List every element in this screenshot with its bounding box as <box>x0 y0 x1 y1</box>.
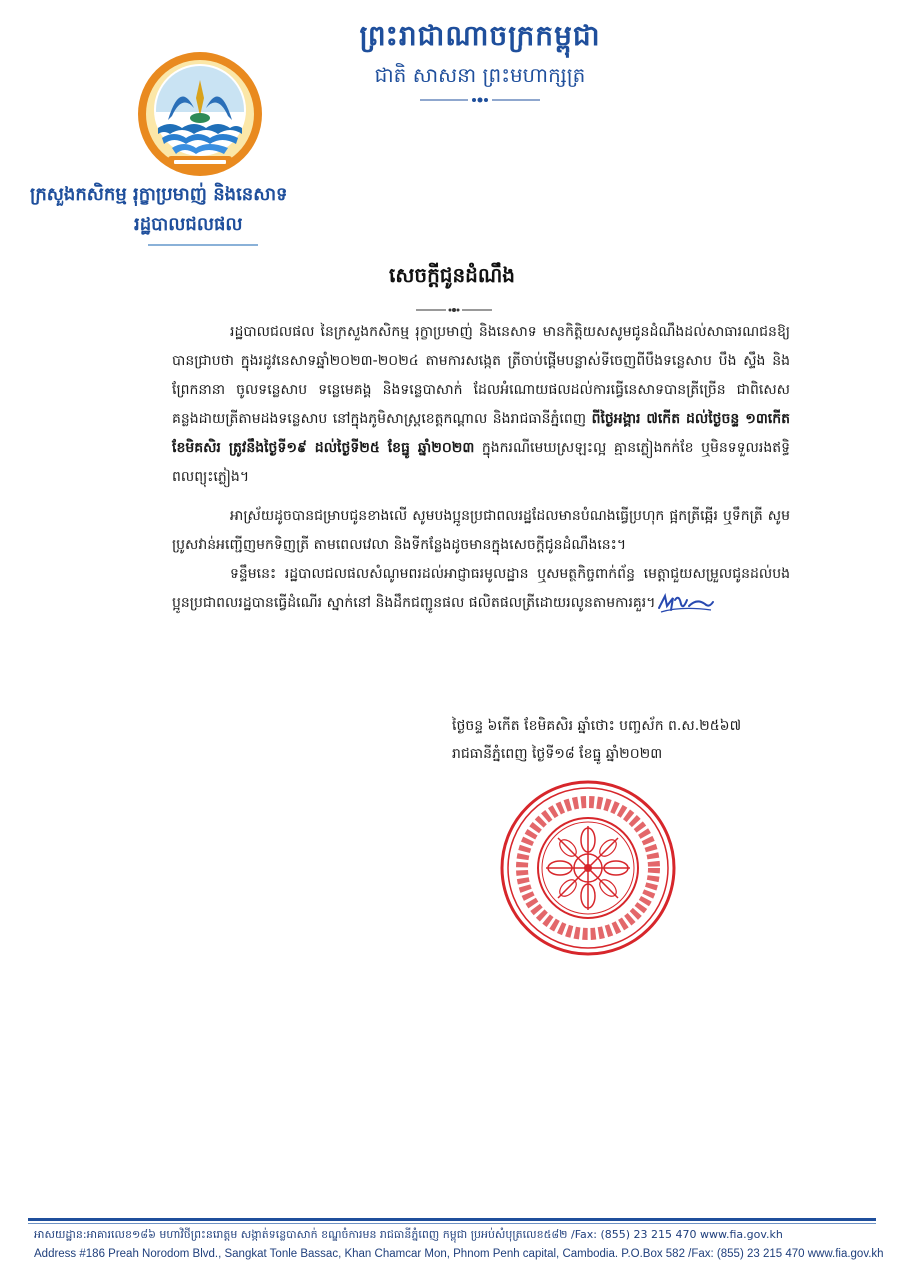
fisheries-administration-emblem-icon <box>136 50 264 178</box>
ministry-name: ក្រសួងកសិកម្ម រុក្ខាប្រមាញ់ និងនេសាទ <box>30 184 288 205</box>
document-title: សេចក្ដីជូនដំណឹង <box>389 263 515 287</box>
notice-paragraph-3 <box>172 560 790 618</box>
footer-divider-thin <box>28 1223 876 1224</box>
title-ornament-icon <box>416 306 492 314</box>
footer-address-khmer: អាសយដ្ឋាន:អាគារលេខ១៨៦ មហាវិថីព្រះនរោត្តម សង្កាត់ទន្លេបាសាក់ ខណ្ឌចំការមន រាជធានីភ្នំពេញ កម្ពុជា ប្រអប់សំបុត្រលេខ៥៨២ /Fax: (855) 23 215 470 www.fia.gov.kh <box>34 1228 783 1241</box>
footer-divider <box>28 1218 876 1221</box>
notice-body <box>172 318 790 618</box>
ministry-divider <box>148 244 258 246</box>
ministry-header <box>30 180 390 240</box>
administration-name: រដ្ឋបាលជលផល <box>134 214 243 235</box>
notice-paragraph-2: អាស្រ័យដូចបានជម្រាបជូនខាងលើ សូមបងប្អូនប្រជាពលរដ្ឋដែលមានបំណងធ្វើប្រហុក ផ្អកត្រីឆ្អើរ ឬទឹកត្រី សូមប្រូសវាន់អញ្ជើញមកទិញត្រី តាមពេលវេលា និងទីកន្លែងដូចមានក្នុងសេចក្ដីជូនដំណឹងនេះ។ <box>172 508 790 553</box>
handwritten-initials-icon <box>657 592 715 614</box>
paragraph-1-text-end: ក្នុងករណីមេឃស្រឡះល្អ គ្មានភ្លៀងកក់ខែ ឬមិនទទួលរងឥទ្ធិពលព្យុះភ្លៀង។ <box>172 440 790 485</box>
official-red-seal-icon <box>498 778 678 958</box>
paragraph-3-text: ទន្ទឹមនេះ រដ្ឋបាលជលផលសំណូមពរដល់អាជ្ញាធរមូលដ្ឋាន ឬសមត្ថកិច្ចពាក់ព័ន្ធ មេត្តាជួយសម្រួលជូនដល់បងប្អូនប្រជាពលរដ្ឋបានធ្វើដំណើរ ស្នាក់នៅ និងដឹកជញ្ជូនផល ផលិតផលត្រីដោយរលូនតាមការគួរ។ <box>172 566 790 611</box>
kingdom-title: ព្រះរាជាណាចក្រកម្ពុជា <box>359 19 601 52</box>
footer-address-english: Address #186 Preah Norodom Blvd., Sangkat Tonle Bassac, Khan Chamcar Mon, Phnom Penh capital, Cambodia. P.O.Box 582 /Fax: (855) 23 215 470 www.fia.gov.kh <box>34 1248 884 1260</box>
motto-ornament-icon <box>420 96 540 104</box>
paragraph-1-text: រដ្ឋបាលជលផល នៃក្រសួងកសិកម្ម រុក្ខាប្រមាញ់ និងនេសាទ មានកិត្តិយសសូមជូនដំណឹងដល់សាធារណជនឱ្យបានជ្រាបថា ក្នុងរដូវនេសាទឆ្នាំ២០២៣-២០២៤ តាមការសង្កេត ត្រីចាប់ផ្ដើមបន្លាស់ទីចេញពីបឹងទន្លេសាប បឹង ស្ទឹង និងព្រែកនានា ចូលទន្លេសាប ទន្លេមេគង្គ និងទន្លេបាសាក់ ដែលអំណោយផលដល់ការធ្វើនេសាទបានត្រីច្រើន ជាពិសេសគន្លងដាយត្រីតាមដងទន្លេសាប នៅក្នុងភូមិសាស្ត្រខេត្តកណ្ដាល និងរាជធានីភ្នំពេញ <box>172 324 790 427</box>
national-motto: ជាតិ សាសនា ព្រះមហាក្សត្រ <box>374 63 586 87</box>
solar-date: រាជធានីភ្នំពេញ ថ្ងៃទី១៨ ខែធ្នូ ឆ្នាំ២០២៣ <box>452 746 663 762</box>
lunar-date: ថ្ងៃចន្ទ ៦កើត ខែមិគសិរ ឆ្នាំថោះ បញ្ចស័ក ព.ស.២៥៦៧ <box>452 718 742 734</box>
notice-date-range: ពីថ្ងៃអង្គារ ៧កើត ដល់ថ្ងៃចន្ទ ១៣កើត ខែមិគសិរ ត្រូវនឹងថ្ងៃទី១៩ ដល់ថ្ងៃទី២៥ ខែធ្នូ ឆ្នាំ២០២៣ <box>172 411 791 456</box>
notice-paragraph-1 <box>172 318 790 492</box>
